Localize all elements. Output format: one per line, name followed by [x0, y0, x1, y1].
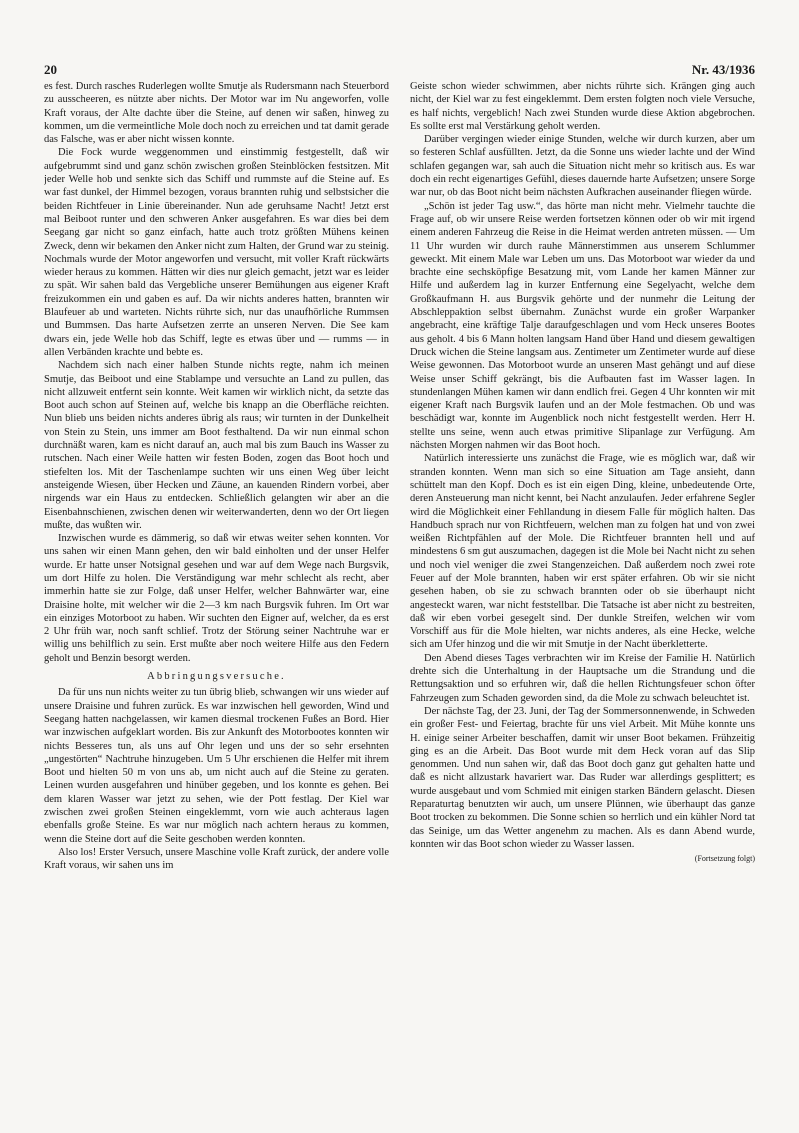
right-column — [410, 80, 755, 1110]
paragraph: Den Abend dieses Tages verbrachten wir im Kreise der Familie H. Natürlich drehte sich die Unterhaltung in der Hauptsache um die Strandung und die Rettungsaktion und so erfuhren wir, daß die hellen Richtungsfeuer schon öfter Fahrzeugen zum Schaden geworden sind, da die Mole zu schwach beleuchtet ist. — [410, 652, 755, 704]
paragraph: Darüber vergingen wieder einige Stunden, welche wir durch kurzen, aber um so festeren Schlaf ausfüllten. Jetzt, da die Sonne uns wieder lachte und der Wind schlafen gegangen war, sah auch die Situation nicht mehr so kritisch aus. Es war doch ein recht eigenartiges Gefühl, dieses dauernde harte Aufsetzen; unsere Sorge war nur, ob das Boot nicht beim nächsten Aufkrachen auseinander fliegen würde. — [410, 134, 755, 199]
issue-number: Nr. 43/1936 — [691, 62, 755, 77]
paragraph: Der nächste Tag, der 23. Juni, der Tag der Sommersonnenwende, in Schweden ein großer Fest- und Feiertag, brachte für uns viel Arbeit. Mit Mühe konnte uns H. einige seiner Arbeiter beschaffen, damit wir unser Boot bekamen. Frühzeitig ging es an die Arbeit. Das Boot wurde mit dem Heck voran auf das Slip genommen. Und nun sahen wir, daß das Boot doch ganz gut gehalten hatte und daß es nicht allzustark havariert war. Das Ruder war allerdings gesplittert; es wurde ausgebaut und vom Schmied mit einigen starken Bändern gelascht. Diesen Reparaturtag benutzten wir auch, um unsere Plünnen, wie überhaupt das ganze Boot trocken zu bekommen. Die Sonne schien so herrlich und ein kühler Nord tat das Seinige, um das Wetter angenehm zu machen. Als es dann Abend wurde, konnten wir das Boot schon wieder zu Wasser lassen. — [410, 705, 755, 850]
paragraph: Also los! Erster Versuch, unsere Maschine volle Kraft zurück, der andere volle Kraft voraus, wir sahen uns im — [44, 846, 389, 872]
paragraph: Nachdem sich nach einer halben Stunde nichts regte, nahm ich meinen Smutje, das Beiboot und eine Stablampe und versuchte an Land zu pullen, das nicht allzuweit entfernt sein konnte. Weit kamen wir wirklich nicht, da setzte das Boot auch schon auf Steinen auf, welche bis knapp an die Oberfläche reichten. Nun blieb uns beiden nichts anderes übrig als raus; wir turnten in der Dunkelheit von Stein zu Stein, uns immer am Boot festhaltend. Da wir nun einmal schon durchnäßt waren, kam es nicht darauf an, auch mal bis zum Bauch ins Wasser zu rutschen. Nach einer Weile hatten wir festen Boden, zogen das Boot hoch und stiefelten los. Mit der Taschenlampe suchten wir uns einen Weg über leicht ansteigende Wiesen, über Hecken und Zäune, an kauenden Rindern vorbei, aber nirgends war ein Haus zu entdecken. Schließlich gelangten wir aber an die Eisenbahnschienen, zwischen denen wir weiterwanderten, denn wo der Ort liegen mußte, das wußten wir. — [44, 360, 389, 531]
left-column — [44, 80, 389, 1110]
section-heading: Abbringungsversuche. — [147, 671, 286, 683]
paragraph: Geiste schon wieder schwimmen, aber nichts rührte sich. Krängen ging auch nicht, der Kiel war zu fest eingeklemmt. Dem ersten folgten noch viele Versuche, es half nichts, vergeblich! Nach zwei Stunden wurde diese Aktion abgebrochen. Es sollte erst mal Verstärkung geholt werden. — [410, 81, 755, 132]
page-number: 20 — [44, 62, 57, 77]
paragraph: Da für uns nun nichts weiter zu tun übrig blieb, schwangen wir uns wieder auf unsere Draisine und fuhren zurück. Es war inzwischen hell geworden, Wind und Seegang hatten nachgelassen, wir kamen diesmal trockenen Fußes an Bord. Hier war inzwischen aufgeklart worden. Bis zur Ankunft des Motorbootes konnten wir nichts Besseres tun, als uns auf Ohr legen und uns der so sehr ersehnten „ungestörten“ Nachtruhe hinzugeben. Um 5 Uhr erschienen die Helfer mit ihrem Boot und hielten 50 m von uns ab, um nicht auch auf die Steine zu geraten. Leinen wurden ausgefahren und hinüber gegeben, und los konnte es gehen. Bei dem klaren Wasser war jetzt zu sehen, wie der Pott festlag. Der Kiel war zwischen zwei großen Steinen eingeklemmt, vorn wie auch achteraus lagen ebenfalls große Steine. Es war nur möglich nach achtern heraus zu kommen, wenn die Steine dort auf die Seite geschoben werden konnten. — [44, 687, 389, 845]
continuation-note: (Fortsetzung folgt) — [694, 854, 755, 864]
paragraph: „Schön ist jeder Tag usw.“, das hörte man nicht mehr. Vielmehr tauchte die Frage auf, ob wir unsere Reise werden fortsetzen können oder ob wir mit irgend einem anderen Fahrzeug die Reise in die Heimat werden antreten müssen. — Um 11 Uhr wurden wir durch rauhe Männerstimmen aus unserem Schlummer geweckt. Mit einem Male war Leben um uns. Das Motorboot war wieder da und brachte eine sechsköpfige Besatzung mit, vom Lande her kamen Männer zur Hilfe und außerdem lag in kurzer Entfernung eine Segelyacht, welche dem Großkaufmann H. aus Burgsvik gehörte und der nunmehr die Leitung der Abschleppaktion selbst übernahm. Zunächst wurde ein großer Warpanker angebracht, eine kräftige Talje daraufgeschlagen und vom Heck unseres Bootes aus geholt. 4 bis 6 Mann holten langsam Hand über Hand und diesem gewaltigen Druck wichen die Steine langsam aus. Zentimeter um Zentimeter wurde auf diese Weise gewonnen. Das Motorboot wurde an unseren Mast gehängt und auf diese Weise unser Schiff gekrängt, bis die Aufbauten fast im Wasser lagen. In stundenlangen Mühen kamen wir dann endlich frei. Gegen 4 Uhr konnten wir mit eigener Kraft nach Burgsvik laufen und an der Mole festmachen. Ob und was beschädigt war, konnte im Augenblick noch nicht festgestellt werden. Herr H. stellte uns seine, wenn auch etwas primitive Slipanlage zur Verfügung. Am nächsten Morgen nahmen wir das Boot hoch. — [410, 200, 755, 452]
article-body — [44, 80, 755, 1110]
paragraph: Natürlich interessierte uns zunächst die Frage, wie es möglich war, daß wir stranden konnten. Wenn man sich so eine Situation am Tage ansieht, dann schüttelt man den Kopf. Doch es ist ein eigen Ding, kleine, unbedeutende Orte, deren Ansteuerung man nicht kennt, bei Nacht anzulaufen. Jeder erfahrene Segler wird die Möglichkeit einer Fehllandung in diesem Falle für möglich halten. Das Handbuch sprach nur von Richtfeuern, welchen man zu folgen hat und von zwei weißen Richtpfählen auf der Mole. Die Richtfeuer brannten hell und auf mindestens 6 sm gut auszumachen, dagegen ist die Mole bei Nacht nicht zu sehen und noch viel weniger die zwei Stangenzeichen. Daß außerdem noch zwei rote Feuer auf der Mole brannten, haben wir erst später erfahren. Ob wir sie nicht gesehen haben, ob sie zu schwach brannten oder ob sie überhaupt nicht angesteckt waren, war nicht feststellbar. Die Tatsache ist aber nicht zu bestreiten, daß wir eben vorbei gesegelt sind. Der dunkle Streifen, welchen wir vom Vorschiff aus für die Mole hielten, war nichts anderes, als eine Hecke, welche sich am Ufer hinzog und die wir mit Smutje in der Nacht überkletterte. — [410, 453, 755, 651]
paragraph: Die Fock wurde weggenommen und einstimmig festgestellt, daß wir aufgebrummt sind und ganz schön zwischen großen Steinblöcken festsitzen. Mit jeder Welle hob und senkte sich das Schiff und rummste auf die Steine auf. Es war fast dunkel, der Himmel bezogen, voraus brannten ruhig und selbstsicher die beiden Richtfeuer in Linie übereinander. Nun ade geruhsame Nacht! Jetzt erst mal Beiboot runter und den schweren Anker ausgefahren. Es war dies bei dem Seegang gar nicht so ganz einfach, hatte auch trotz größten Mühens keinen Zweck, denn wir bekamen den Anker nicht zum Halten, der Grund war zu steinig. Nochmals wurde der Motor angeworfen und versucht, mit voller Kraft rückwärts wieder heraus zu kommen. Hätten wir dies nur gleich gemacht, jetzt war es leider zu spät. Wir sahen bald das Vergebliche unserer Bemühungen aus eigener Kraft freizukommen ein und gaben es auf. Da wir nichts anderes hatten, brannten wir Blaufeuer ab und warteten. Nichts rührte sich, nur das unaufhörliche Rummsen und Bummsen. Das harte Aufsetzen zerrte an unseren Nerven. Die See kam dwars ein, jede Welle hob das Schiff, legte es etwas über und — rumms — in allen Verbänden krachte und bebte es. — [44, 147, 389, 358]
paragraph: Inzwischen wurde es dämmerig, so daß wir etwas weiter sehen konnten. Vor uns sahen wir einen Mann gehen, den wir bald einholten und der unser Helfer wurde. Er hatte unser Notsignal gesehen und war auf dem Wege nach Burgsvik, um dort Hilfe zu holen. Die Verständigung war mehr schlecht als recht, aber immerhin hatte sie zur Folge, daß unser Helfer, welcher Bahnwärter war, eine Draisine holte, mit welcher wir die 2—3 km nach Burgsvik fuhren. Im Ort war ein einziges Motorboot zu haben. Wir suchten den Eigner auf, welcher, da es erst 2 Uhr früh war, noch sanft schlief. Trotz der Störung seiner Nachtruhe war er willig uns behilflich zu sein. Erst mußte aber noch weitere Hilfe aus den Federn geholt und Benzin besorgt werden. — [44, 533, 389, 664]
paragraph: es fest. Durch rasches Ruderlegen wollte Smutje als Rudersmann nach Steuerbord zu ausscheeren, es nützte aber nichts. Der Motor war im Nu angeworfen, volle Kraft voraus, der Alte dachte über die Steine, auf denen wir saßen, hinweg zu kommen, um die vermeintliche Mole doch noch zu erreichen und tat damit gerade das Falsche, was er aber nicht wissen konnte. — [44, 81, 389, 146]
